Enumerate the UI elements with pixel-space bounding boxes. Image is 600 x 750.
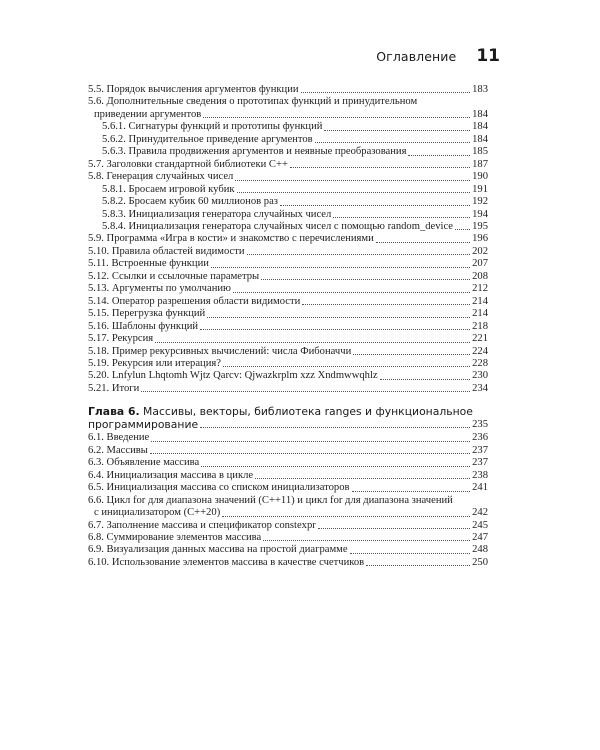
toc-entry-page: 196 <box>472 233 488 245</box>
leader-dots <box>315 142 470 143</box>
toc-entry[interactable] <box>88 171 488 183</box>
toc-entry[interactable] <box>88 495 488 520</box>
leader-dots <box>301 92 471 93</box>
leader-dots <box>151 441 470 442</box>
toc-entry-label: 6.4. Инициализация массива в цикле <box>88 469 254 481</box>
toc-entry-label: 5.6.1. Сигнатуры функций и прототипы функций <box>102 121 323 133</box>
toc-entry-page: 221 <box>472 333 488 345</box>
toc-entry-label: 5.14. Оператор разрешения области видимости <box>88 295 301 307</box>
leader-dots <box>455 229 470 230</box>
toc-entry-page: 195 <box>472 220 488 232</box>
toc-entry-page: 192 <box>472 196 488 208</box>
toc-entry[interactable] <box>88 283 488 295</box>
table-of-contents <box>88 84 488 569</box>
toc-entry[interactable] <box>88 321 488 333</box>
toc-entry[interactable] <box>88 209 488 221</box>
toc-entry-page: 191 <box>472 183 488 195</box>
toc-entry[interactable] <box>88 370 488 382</box>
chapter-label: Глава 6. <box>88 405 140 419</box>
leader-dots <box>237 192 471 193</box>
toc-entry-page: 187 <box>472 158 488 170</box>
leader-dots <box>211 267 470 268</box>
toc-entry-label: 5.5. Порядок вычисления аргументов функции <box>88 84 299 95</box>
toc-entry-page: 245 <box>472 519 488 531</box>
leader-dots <box>366 565 470 566</box>
leader-dots <box>324 130 470 131</box>
toc-section-chapter-5 <box>88 84 488 395</box>
toc-entry-page: 194 <box>472 208 488 220</box>
toc-entry[interactable] <box>88 258 488 270</box>
leader-dots <box>222 516 470 517</box>
toc-entry-label: 5.13. Аргументы по умолчанию <box>88 283 231 295</box>
page-number: 11 <box>476 46 500 66</box>
toc-entry-page: 184 <box>472 108 488 120</box>
leader-dots <box>247 254 471 255</box>
toc-entry[interactable] <box>88 532 488 544</box>
toc-entry-label: 6.7. Заполнение массива и спецификатор constexpr <box>88 519 316 531</box>
toc-entry-page: 190 <box>472 171 488 183</box>
toc-entry[interactable] <box>88 346 488 358</box>
toc-entry[interactable] <box>88 358 488 370</box>
toc-entry-label: 5.9. Программа «Игра в кости» и знакомство с перечислениями <box>88 233 374 245</box>
toc-section-chapter-6 <box>88 432 488 569</box>
toc-entry-label: 5.6.3. Правила продвижения аргументов и неявные преобразования <box>102 146 407 158</box>
toc-entry-page: 234 <box>472 382 488 394</box>
toc-entry-label: 6.8. Суммирование элементов массива <box>88 531 262 543</box>
leader-dots <box>261 279 470 280</box>
toc-entry[interactable] <box>88 557 488 569</box>
toc-entry-label: 6.3. Объявление массива <box>88 457 200 469</box>
toc-entry[interactable] <box>88 246 488 258</box>
toc-entry-label: 5.17. Рекурсия <box>88 333 154 345</box>
toc-entry-label: 5.8. Генерация случайных чисел <box>88 171 234 183</box>
leader-dots <box>200 329 470 330</box>
toc-entry-page: 237 <box>472 444 488 456</box>
leader-dots <box>150 453 470 454</box>
chapter-title-continued: программирование <box>88 418 199 432</box>
toc-entry-page: 237 <box>472 457 488 469</box>
toc-entry[interactable] <box>88 84 488 96</box>
toc-entry[interactable] <box>88 146 488 158</box>
leader-dots <box>318 528 470 529</box>
toc-entry[interactable] <box>88 308 488 320</box>
leader-dots <box>255 478 470 479</box>
toc-entry-label: 5.21. Итоги <box>88 382 140 394</box>
toc-entry-page: 184 <box>472 133 488 145</box>
toc-entry[interactable] <box>88 121 488 133</box>
toc-entry[interactable] <box>88 221 488 233</box>
toc-entry-label: 6.1. Введение <box>88 432 150 444</box>
toc-entry[interactable] <box>88 271 488 283</box>
leader-dots <box>235 180 470 181</box>
toc-entry[interactable] <box>88 544 488 556</box>
toc-entry-page: 202 <box>472 245 488 257</box>
leader-dots <box>352 491 471 492</box>
leader-dots <box>350 553 471 554</box>
toc-entry-label: 5.19. Рекурсия или итерация? <box>88 357 221 369</box>
toc-entry-label: 5.12. Ссылки и ссылочные параметры <box>88 270 260 282</box>
toc-entry[interactable] <box>88 383 488 395</box>
toc-entry[interactable] <box>88 159 488 171</box>
leader-dots <box>333 217 470 218</box>
toc-entry-page: 230 <box>472 370 488 382</box>
running-head <box>376 46 500 66</box>
toc-entry[interactable] <box>88 520 488 532</box>
leader-dots <box>380 379 471 380</box>
leader-dots <box>203 117 470 118</box>
toc-entry[interactable] <box>88 432 488 444</box>
toc-entry-page: 208 <box>472 270 488 282</box>
running-head-title: Оглавление <box>376 49 457 64</box>
leader-dots <box>290 167 470 168</box>
toc-entry-page: 247 <box>472 531 488 543</box>
toc-entry-label: 6.5. Инициализация массива со списком инициализаторов <box>88 482 350 494</box>
toc-entry-page: 218 <box>472 320 488 332</box>
toc-entry[interactable] <box>88 196 488 208</box>
leader-dots <box>263 540 470 541</box>
toc-chapter-heading[interactable] <box>88 405 488 431</box>
toc-entry[interactable] <box>88 482 488 494</box>
toc-entry-label: 5.18. Пример рекурсивных вычислений: числа Фибоначчи <box>88 345 352 357</box>
chapter-title: Массивы, векторы, библиотека ranges и функциональное <box>139 405 473 419</box>
toc-entry[interactable] <box>88 333 488 345</box>
toc-entry[interactable] <box>88 134 488 146</box>
leader-dots <box>141 391 470 392</box>
toc-entry-page: 183 <box>472 84 488 95</box>
leader-dots <box>280 205 470 206</box>
leader-dots <box>200 427 470 428</box>
toc-entry-label-continued: приведении аргументов <box>94 108 202 120</box>
toc-entry-label: 5.6. Дополнительные сведения о прототипах функций и принудительном <box>88 96 418 108</box>
toc-entry-page: 236 <box>472 432 488 444</box>
leader-dots <box>201 466 470 467</box>
toc-entry-label: 5.20. Lnfylun Lhqtomh Wjtz Qarcv: Qjwazkrplm xzz Xndmwwqhlz <box>88 370 378 382</box>
toc-entry-page: 207 <box>472 258 488 270</box>
toc-entry-page: 250 <box>472 556 488 568</box>
toc-entry-label: 5.8.1. Бросаем игровой кубик <box>102 183 235 195</box>
leader-dots <box>233 292 470 293</box>
toc-entry-label: 5.6.2. Принудительное приведение аргументов <box>102 133 313 145</box>
toc-entry-page: 224 <box>472 345 488 357</box>
toc-entry[interactable] <box>88 96 488 121</box>
toc-entry-page: 238 <box>472 469 488 481</box>
toc-entry-page: 185 <box>472 146 488 158</box>
leader-dots <box>376 242 470 243</box>
leader-dots <box>155 342 470 343</box>
toc-entry-label: 5.8.2. Бросаем кубик 60 миллионов раз <box>102 196 278 208</box>
toc-entry-label: 6.2. Массивы <box>88 444 148 456</box>
toc-entry-label: 5.8.4. Инициализация генератора случайных чисел с помощью random_device <box>102 220 453 232</box>
leader-dots <box>223 366 470 367</box>
leader-dots <box>408 155 470 156</box>
chapter-page: 235 <box>472 419 488 431</box>
toc-entry-label: 6.10. Использование элементов массива в качестве счетчиков <box>88 556 365 568</box>
toc-entry-page: 241 <box>472 482 488 494</box>
toc-entry-label: 5.15. Перегрузка функций <box>88 308 206 320</box>
toc-entry[interactable] <box>88 457 488 469</box>
toc-entry-page: 228 <box>472 357 488 369</box>
toc-entry-page: 242 <box>472 507 488 519</box>
toc-entry[interactable] <box>88 445 488 457</box>
toc-entry-page: 214 <box>472 308 488 320</box>
leader-dots <box>353 354 470 355</box>
leader-dots <box>302 304 470 305</box>
toc-entry-label: 5.10. Правила областей видимости <box>88 245 245 257</box>
toc-entry[interactable] <box>88 184 488 196</box>
toc-entry-label: 5.16. Шаблоны функций <box>88 320 199 332</box>
toc-entry-label: 5.8.3. Инициализация генератора случайных чисел <box>102 208 332 220</box>
toc-entry-page: 212 <box>472 283 488 295</box>
toc-entry-label: 5.11. Встроенные функции <box>88 258 209 270</box>
toc-entry-label: 5.7. Заголовки стандартной библиотеки C++ <box>88 158 288 170</box>
toc-entry-page: 248 <box>472 544 488 556</box>
toc-entry[interactable] <box>88 470 488 482</box>
leader-dots <box>207 317 470 318</box>
toc-entry[interactable] <box>88 296 488 308</box>
toc-entry-label: 6.9. Визуализация данных массива на простой диаграмме <box>88 544 348 556</box>
toc-entry-label-continued: с инициализатором (C++20) <box>94 507 221 519</box>
toc-entry-page: 184 <box>472 121 488 133</box>
toc-entry-page: 214 <box>472 295 488 307</box>
toc-entry[interactable] <box>88 233 488 245</box>
toc-entry-label: 6.6. Цикл for для диапазона значений (C++11) и цикл for для диапазона значений <box>88 494 453 506</box>
